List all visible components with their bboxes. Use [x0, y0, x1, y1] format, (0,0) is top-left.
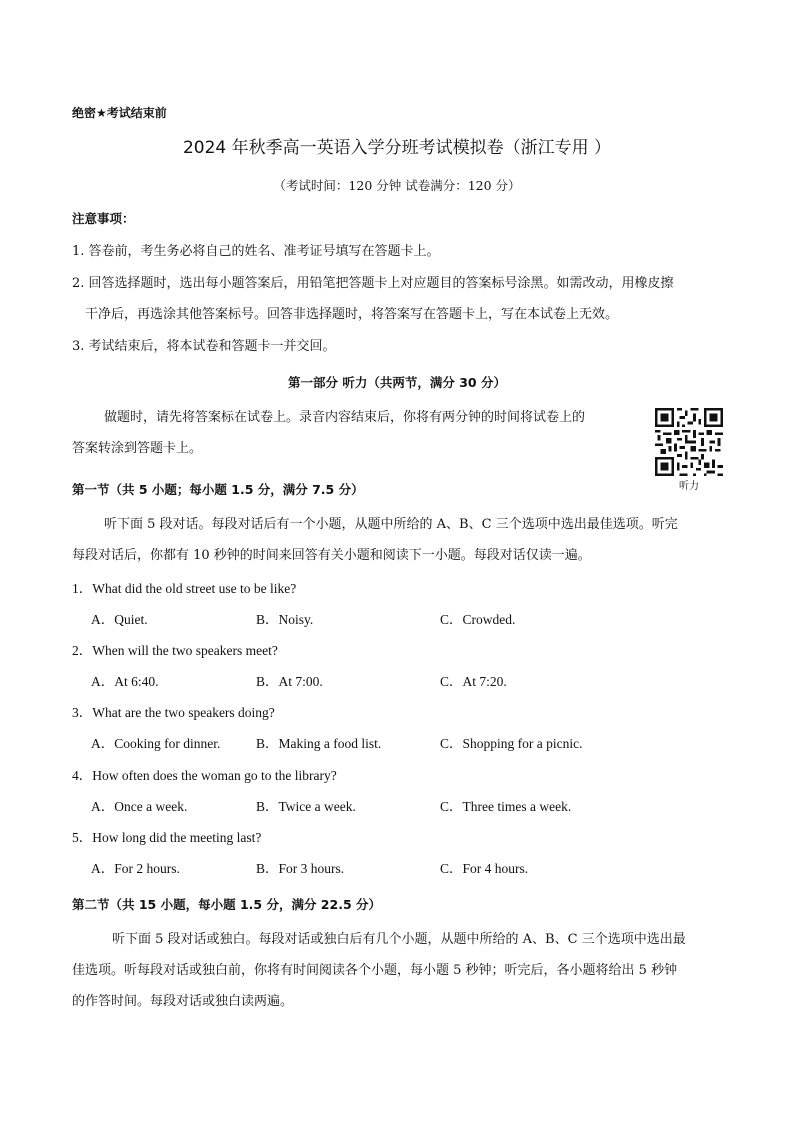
notice-line-2: 2. 回答选择题时，选出每小题答案后，用铅笔把答题卡上对应题目的答案标号涂黑。如需改动，用橡皮擦: [72, 276, 674, 291]
part1-intro-line-2: 答案转涂到答题卡上。: [72, 441, 203, 456]
q3-option-c: C．Shopping for a picnic.: [440, 736, 583, 751]
qr-code-label: 听力: [679, 481, 699, 492]
section2-heading: 第二节（共 15 小题，每小题 1.5 分，满分 22.5 分）: [72, 897, 381, 912]
q3-option-b: B．Making a food list.: [256, 736, 382, 751]
question-4: 4．How often does the woman go to the library?: [72, 768, 337, 783]
q4-option-a: A．Once a week.: [91, 799, 188, 814]
q2-option-a: A．At 6:40.: [91, 674, 159, 689]
q4-option-b: B．Twice a week.: [256, 799, 356, 814]
q5-option-a: A．For 2 hours.: [91, 861, 180, 876]
part1-intro-line-1: 做题时，请先将答案标在试卷上。录音内容结束后，你将有两分钟的时间将试卷上的: [104, 410, 586, 425]
question-2: 2．When will the two speakers meet?: [72, 643, 278, 658]
question-3: 3．What are the two speakers doing?: [72, 705, 275, 720]
q1-option-b: B．Noisy.: [256, 612, 314, 627]
section1-intro-line-1: 听下面 5 段对话。每段对话后有一个小题，从题中所给的 A、B、C 三个选项中选出最佳选项。听完: [104, 517, 678, 532]
question-1: 1．What did the old street use to be like?: [72, 581, 297, 596]
section1-intro-line-2: 每段对话后，你都有 10 秒钟的时间来回答有关小题和阅读下一小题。每段对话仅读一遍。: [72, 548, 591, 563]
part1-title: 第一部分 听力（共两节，满分 30 分）: [288, 375, 506, 390]
section2-intro-line-3: 的作答时间。每段对话或独白读两遍。: [72, 994, 294, 1009]
notice-heading: 注意事项：: [72, 211, 135, 226]
q4-option-c: C．Three times a week.: [440, 799, 572, 814]
exam-title: 2024 年秋季高一英语入学分班考试模拟卷（浙江专用 ）: [182, 138, 612, 158]
notice-line-3: 3. 考试结束后，将本试卷和答题卡一并交回。: [72, 339, 336, 354]
notice-line-2-cont: 干净后，再选涂其他答案标号。回答非选择题时，将答案写在答题卡上，写在本试卷上无效。: [85, 307, 619, 322]
q1-option-a: A．Quiet.: [91, 612, 148, 627]
q5-option-c: C．For 4 hours.: [440, 861, 529, 876]
q2-option-b: B．At 7:00.: [256, 674, 323, 689]
section1-heading: 第一节（共 5 小题；每小题 1.5 分，满分 7.5 分）: [72, 482, 364, 497]
confidential-mark: 绝密★考试结束前: [72, 106, 167, 120]
section2-intro-line-1: 听下面 5 段对话或独白。每段对话或独白后有几个小题，从题中所给的 A、B、C 三个选项中选出最: [112, 932, 686, 947]
section2-intro-line-2: 佳选项。听每段对话或独白前，你将有时间阅读各个小题，每小题 5 秒钟；听完后，各小题将给出 5 秒钟: [72, 963, 678, 978]
q1-option-c: C．Crowded.: [440, 612, 516, 627]
q5-option-b: B．For 3 hours.: [256, 861, 345, 876]
exam-subtitle: （考试时间：120 分钟 试卷满分：120 分）: [273, 178, 521, 193]
q2-option-c: C．At 7:20.: [440, 674, 507, 689]
q3-option-a: A．Cooking for dinner.: [91, 736, 221, 751]
qr-code-image: [655, 408, 723, 476]
notice-line-1: 1. 答卷前，考生务必将自己的姓名、准考证号填写在答题卡上。: [72, 244, 440, 259]
question-5: 5．How long did the meeting last?: [72, 830, 262, 845]
